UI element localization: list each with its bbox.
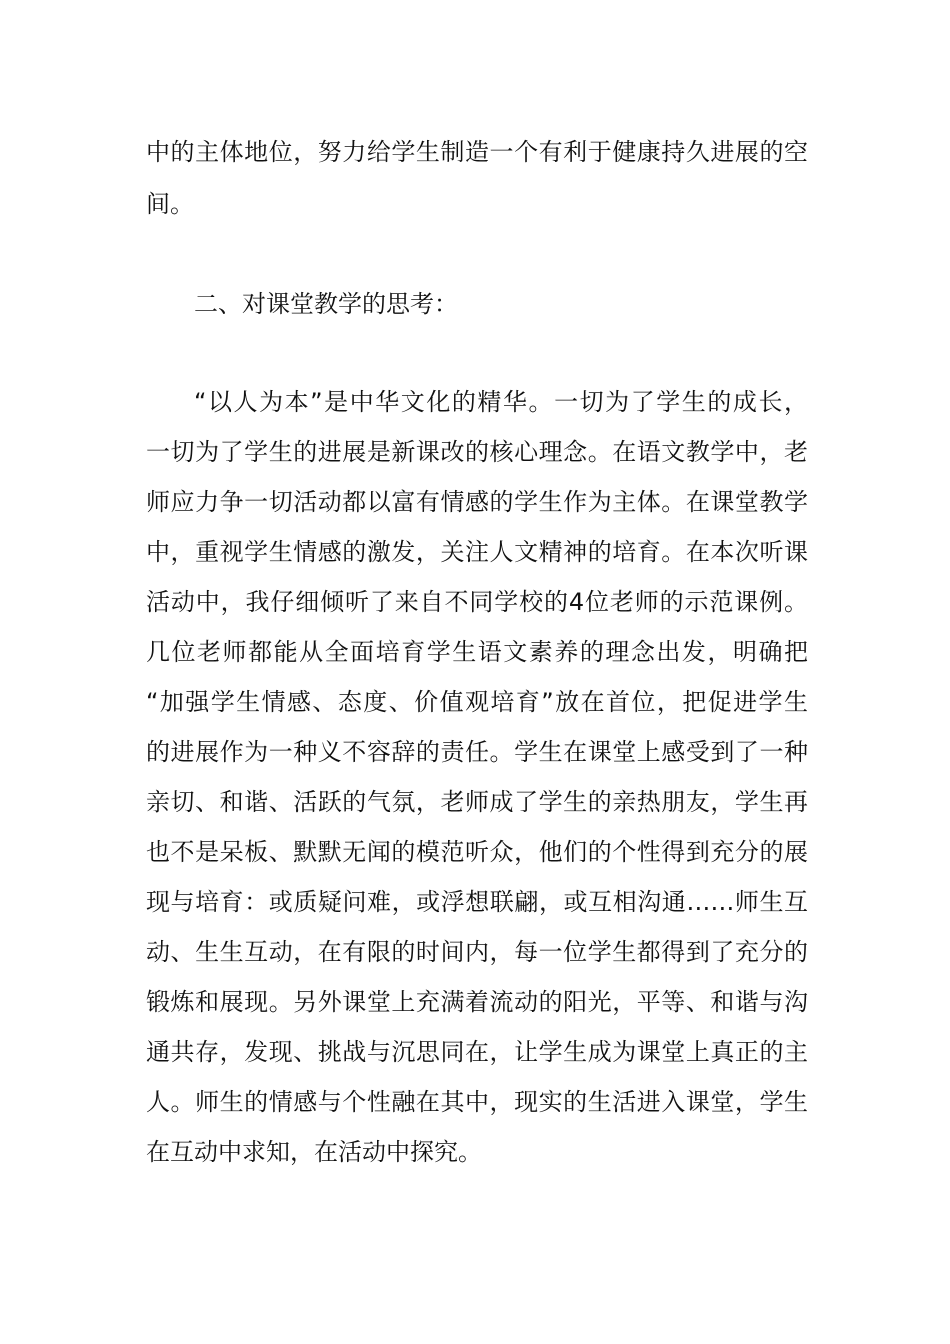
paragraph-line-3: 师应力争一切活动都以富有情感的学生作为主体。在课堂教学: [146, 488, 808, 516]
paragraph-line-13: 锻炼和展现。另外课堂上充满着流动的阳光，平等、和谐与沟: [146, 988, 808, 1016]
paragraph-line-7: “加强学生情感、态度、价值观培育”放在首位，把促进学生: [146, 688, 808, 716]
section-heading: 二、对课堂教学的思考：: [194, 290, 458, 318]
continuation-line-1: 中的主体地位，努力给学生制造一个有利于健康持久进展的空: [146, 138, 808, 166]
paragraph-line-12: 动、生生互动，在有限的时间内，每一位学生都得到了充分的: [146, 938, 808, 966]
paragraph-line-10: 也不是呆板、默默无闻的模范听众，他们的个性得到充分的展: [146, 838, 808, 866]
paragraph-line-9: 亲切、和谐、活跃的气氛，老师成了学生的亲热朋友，学生再: [146, 788, 808, 816]
continuation-line-2: 间。: [146, 190, 194, 218]
paragraph-line-8: 的进展作为一种义不容辞的责任。学生在课堂上感受到了一种: [146, 738, 808, 766]
paragraph-line-16: 在互动中求知，在活动中探究。: [146, 1138, 482, 1166]
paragraph-line-6: 几位老师都能从全面培育学生语文素养的理念出发，明确把: [146, 638, 808, 666]
paragraph-line-1: “以人为本”是中华文化的精华。一切为了学生的成长，: [194, 388, 808, 416]
paragraph-line-11: 现与培育：或质疑问难，或浮想联翩，或互相沟通……师生互: [146, 888, 808, 916]
paragraph-line-2: 一切为了学生的进展是新课改的核心理念。在语文教学中，老: [146, 438, 808, 466]
paragraph-line-15: 人。师生的情感与个性融在其中，现实的生活进入课堂，学生: [146, 1088, 808, 1116]
paragraph-line-14: 通共存，发现、挑战与沉思同在，让学生成为课堂上真正的主: [146, 1038, 808, 1066]
paragraph-line-5: 活动中，我仔细倾听了来自不同学校的4位老师的示范课例。: [146, 588, 808, 616]
paragraph-line-4: 中，重视学生情感的激发，关注人文精神的培育。在本次听课: [146, 538, 808, 566]
